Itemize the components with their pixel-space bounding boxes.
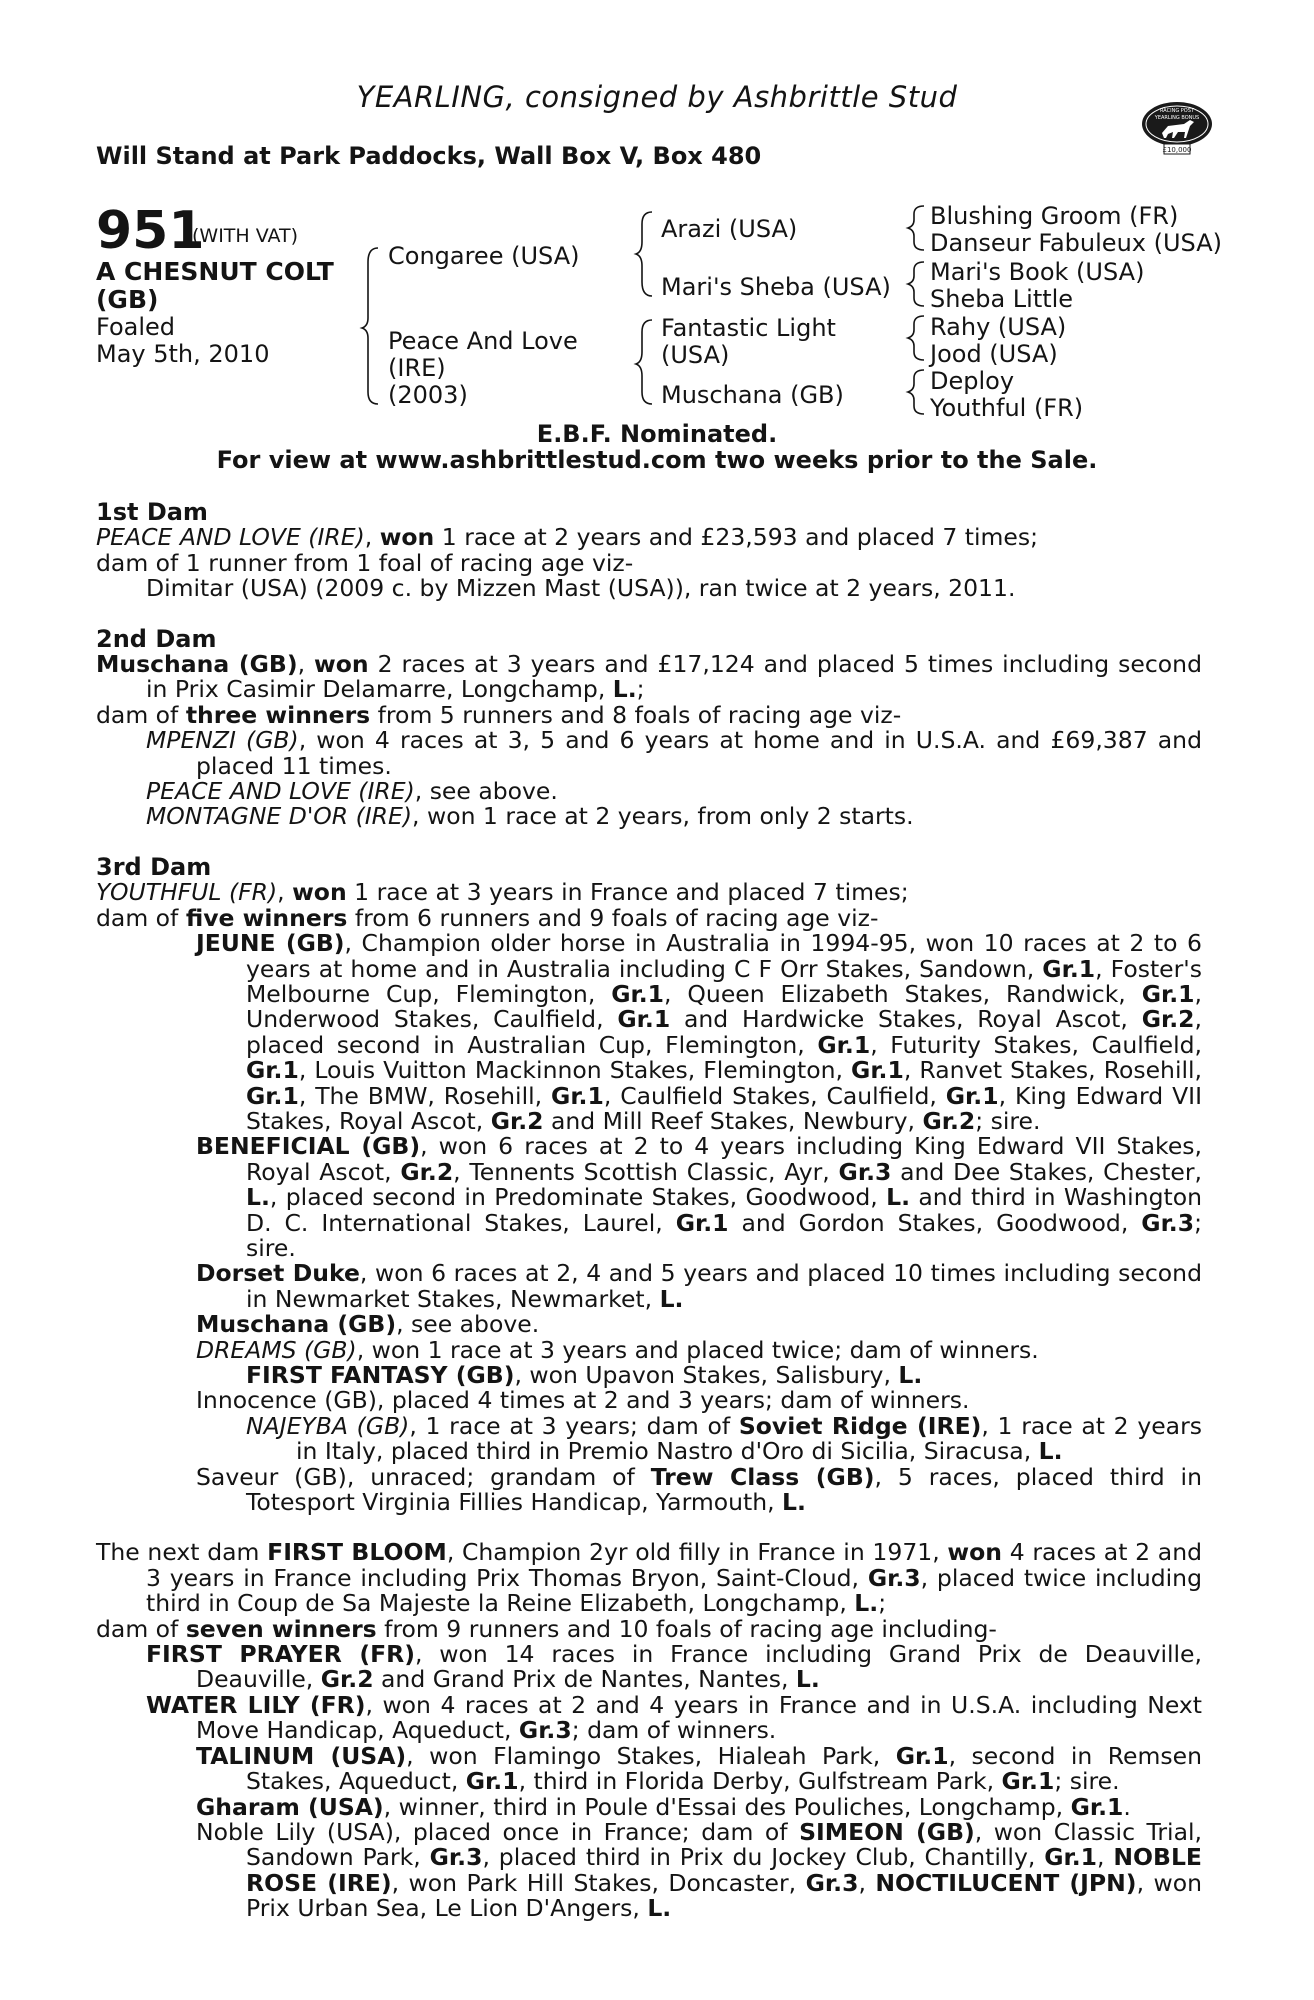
foaled-label: Foaled [96,313,176,341]
foal-water-lily: WATER LILY (FR), won 4 races at 2 and 4 years in France and in U.S.A. including Next Move Handicap, Aqueduct, Gr.3; dam of winners. [146,1690,1202,1745]
foal-jeune: JEUNE (GB), Champion older horse in Australia in 1994-95, won 10 races at 2 to 6 years at home and in Australia including C F Orr Stakes, Sandown, Gr.1, Foster's Melbourne Cup, Flemington, Gr.1, Queen Elizabeth Stakes, Randwick, Gr.1, Underwood Stakes, Caulfield, Gr.1 and Hardwicke Stakes, Royal Ascot, Gr.2, placed second in Australian Cup, Flemington, Gr.1, Futurity Stakes, Caulfield, Gr.1, Louis Vuitton Mackinnon Stakes, Flemington, Gr.1, Ranvet Stakes, Rosehill, Gr.1, The BMW, Rosehill, Gr.1, Caulfield Stakes, Caulfield, Gr.1, King Edward VII Stakes, Royal Ascot, Gr.2 and Mill Reef Stakes, Newbury, Gr.2; sire. [196,929,1203,1135]
third-dam-heading: 3rd Dam [96,852,212,881]
brace-gen3-c [908,316,924,360]
foal-innocence: Innocence (GB), placed 4 times at 2 and 3 years; dam of winners. [196,1386,970,1415]
lot-number: 951 [96,201,205,261]
foal-dreams: DREAMS (GB), won 1 race at 3 years and placed twice; dam of winners. [196,1335,1039,1364]
first-dam-heading: 1st Dam [96,498,208,526]
stand-location: Will Stand at Park Paddocks, Wall Box V, Box 480 [96,142,762,170]
second-dam-foal-montagne: MONTAGNE D'OR (IRE), won 1 race at 2 years, from only 2 starts. [146,802,914,831]
dam-sire-line-1: Fantastic Light [661,314,836,342]
catalogue-body [96,500,1202,1922]
pedigree-gen3-7: Deploy [930,367,1015,395]
pedigree-gen3-4: Sheba Little [930,285,1074,313]
badge-text-amount: £10,000 [1162,146,1192,154]
colt-line-1: A CHESNUT COLT [96,257,334,286]
badge-text-mid: YEARLING BONUS [1154,115,1200,121]
vat-note: (WITH VAT) [192,225,299,247]
first-dam-foal: Dimitar (USA) (2009 c. by Mizzen Mast (USA)), ran twice at 2 years, 2011. [146,574,1016,603]
foal-first-fantasy: FIRST FANTASY (GB), won Upavon Stakes, Salisbury, L. [246,1361,923,1389]
foal-saveur: Saveur (GB), unraced; grandam of Trew Class (GB), 5 races, placed third in Totesport Virginia Fillies Handicap, Yarmouth, L. [196,1462,1202,1517]
pedigree-sire-sire: Arazi (USA) [661,215,798,243]
colt-line-2: (GB) [96,285,159,314]
second-dam-foal-mpenzi: MPENZI (GB), won 4 races at 3, 5 and 6 years at home and in U.S.A. and £69,387 and placed 11 times. [146,726,1202,780]
foal-noble-lily: Noble Lily (USA), placed once in France; dam of SIMEON (GB), won Classic Trial, Sandown Park, Gr.3, placed third in Prix du Jockey Club, Chantilly, Gr.1, NOBLE ROSE (IRE), won Park Hill Stakes, Doncaster, Gr.3, NOCTILUCENT (JPN), won Prix Urban Sea, Le Lion D'Angers, L. [196,1817,1202,1923]
foal-beneficial: BENEFICIAL (GB), won 6 races at 2 to 4 years including King Edward VII Stakes, Royal Ascot, Gr.2, Tennents Scottish Classic, Ayr, Gr.3 and Dee Stakes, Chester, L., placed second in Predominate Stakes, Goodwood, L. and third in Washington D. C. International Stakes, Laurel, Gr.1 and Gordon Stakes, Goodwood, Gr.3; sire. [196,1132,1203,1262]
foaled-date: May 5th, 2010 [96,340,270,368]
pedigree-gen3-3: Mari's Book (USA) [930,258,1145,286]
pedigree-gen3-5: Rahy (USA) [930,313,1067,341]
pedigree-sire: Congaree (USA) [388,242,580,270]
pedigree-gen3-6: Jood (USA) [930,340,1058,368]
dam-line-1: Peace And Love [388,327,578,355]
brace-gen1 [362,248,378,404]
pedigree-gen3-8: Youthful (FR) [930,394,1084,422]
view-note: For view at www.ashbrittlestud.com two weeks prior to the Sale. [216,446,1098,474]
consignor-heading: YEARLING, consigned by Ashbrittle Stud [356,80,958,114]
next-dam-record: The next dam FIRST BLOOM, Champion 2yr old filly in France in 1971, won 4 races at 2 and 3 years in France including Prix Thomas Bryon, Saint-Cloud, Gr.3, placed twice including third in Coup de Sa Majeste la Reine Elizabeth, Longchamp, L.; [96,1538,1203,1618]
third-dam-produce: dam of five winners from 6 runners and 9 foals of racing age viz- [96,903,879,932]
third-dam-record: YOUTHFUL (FR), won 1 race at 3 years in France and placed 7 times; [96,878,909,907]
first-dam-produce: dam of 1 runner from 1 foal of racing age viz- [96,548,634,577]
dam-line-3: (2003) [388,381,468,409]
brace-gen3-a [908,206,924,250]
badge-text-top: RACING POST [1160,108,1194,114]
foal-talinum: TALINUM (USA), won Flamingo Stakes, Hialeah Park, Gr.1, second in Remsen Stakes, Aqueduct, Gr.1, third in Florida Derby, Gulfstream Park, Gr.1; sire. [196,1741,1202,1796]
second-dam-record: Muschana (GB), won 2 races at 3 years and £17,124 and placed 5 times including second in Prix Casimir Delamarre, Longchamp, L.; [96,650,1202,704]
brace-gen3-d [908,370,924,414]
pedigree-dam [388,328,578,409]
dam-sire-line-2: (USA) [661,341,730,369]
next-dam-produce: dam of seven winners from 9 runners and 10 foals of racing age including- [96,1614,997,1643]
brace-gen3-b [908,262,924,306]
first-dam-record: PEACE AND LOVE (IRE), won 1 race at 2 years and £23,593 and placed 7 times; [96,523,1039,552]
second-dam-foal-peace: PEACE AND LOVE (IRE), see above. [146,777,558,806]
second-dam-heading: 2nd Dam [96,624,217,653]
foal-dorset-duke: Dorset Duke, won 6 races at 2, 4 and 5 years and placed 10 times including second in Newmarket Stakes, Newmarket, L. [196,1259,1202,1313]
pedigree-sire-dam: Mari's Sheba (USA) [661,273,891,301]
foal-najeyba: NAJEYBA (GB), 1 race at 3 years; dam of Soviet Ridge (IRE), 1 race at 2 years in Italy, placed third in Premio Nastro d'Oro di Sicilia, Siracusa, L. [246,1411,1202,1466]
pedigree-gen3-2: Danseur Fabuleux (USA) [930,229,1222,257]
pedigree-gen3-1: Blushing Groom (FR) [930,202,1179,230]
foal-muschana: Muschana (GB), see above. [196,1310,540,1339]
brace-gen2-sire [636,212,652,296]
second-dam-produce: dam of three winners from 5 runners and 8 foals of racing age viz- [96,700,902,729]
dam-line-2: (IRE) [388,354,446,382]
pedigree-dam-sire [661,315,836,369]
ebf-nominated: E.B.F. Nominated. [536,420,778,448]
foal-first-prayer: FIRST PRAYER (FR), won 14 races in France including Grand Prix de Deauville, Deauville, Gr.2 and Grand Prix de Nantes, Nantes, L. [146,1640,1202,1694]
brace-gen2-dam [636,320,652,404]
foal-gharam: Gharam (USA), winner, third in Poule d'Essai des Pouliches, Longchamp, Gr.1. [196,1792,1131,1821]
pedigree-dam-dam: Muschana (GB) [661,381,844,409]
